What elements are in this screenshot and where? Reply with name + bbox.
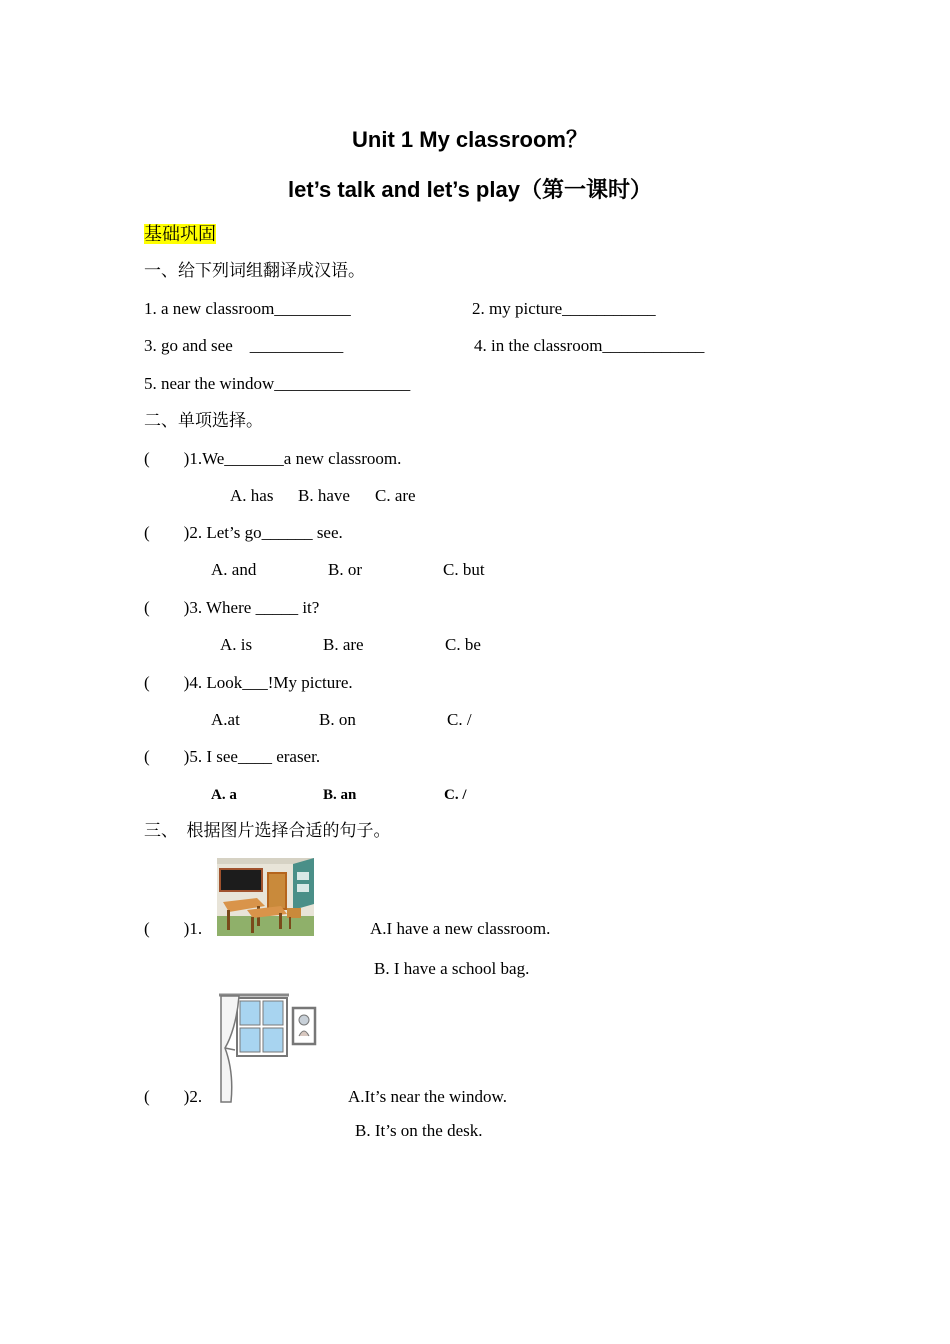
mc-q5-option-a: A. a xyxy=(211,787,237,803)
picture-question-1: ( )1. xyxy=(144,919,203,938)
mc-q1-option-a: A. has xyxy=(230,486,274,505)
mc-question-1: ( )1.We_______a new classroom. xyxy=(144,449,402,468)
translate-item-5: 5. near the window________________ xyxy=(144,374,411,393)
part2-heading: 二、单项选择。 xyxy=(144,411,263,430)
translate-item-2: 2. my picture___________ xyxy=(472,299,656,318)
mc-question-3: ( )3. Where _____ it? xyxy=(144,598,320,617)
picture-q1-option-a: A.I have a new classroom. xyxy=(370,919,551,938)
section-badge: 基础巩固 xyxy=(144,224,216,244)
page-subtitle: let’s talk and let’s play（第一课时） xyxy=(288,177,652,202)
mc-q3-option-b: B. are xyxy=(323,635,364,654)
translate-item-3: 3. go and see ___________ xyxy=(144,336,344,355)
mc-q4-option-b: B. on xyxy=(319,710,356,729)
mc-question-2: ( )2. Let’s go______ see. xyxy=(144,523,343,542)
mc-q3-option-c: C. be xyxy=(445,635,481,654)
picture-question-2: ( )2. xyxy=(144,1087,203,1106)
mc-question-4: ( )4. Look___!My picture. xyxy=(144,673,353,692)
mc-q4-option-a: A.at xyxy=(211,710,240,729)
picture-q2-option-a: A.It’s near the window. xyxy=(348,1087,507,1106)
mc-question-5: ( )5. I see____ eraser. xyxy=(144,747,321,766)
mc-q2-option-a: A. and xyxy=(211,560,257,579)
page-title: Unit 1 My classroom？ xyxy=(352,127,588,152)
picture-q2-option-b: B. It’s on the desk. xyxy=(355,1121,483,1140)
mc-q2-option-c: C. but xyxy=(443,560,485,579)
translate-item-4: 4. in the classroom____________ xyxy=(474,336,705,355)
part1-heading: 一、给下列词组翻译成汉语。 xyxy=(144,261,365,280)
mc-q2-option-b: B. or xyxy=(328,560,362,579)
classroom-illustration xyxy=(217,858,314,936)
translate-item-1: 1. a new classroom_________ xyxy=(144,299,351,318)
mc-q1-option-c: C. are xyxy=(375,486,416,505)
mc-q3-option-a: A. is xyxy=(220,635,253,654)
window-illustration xyxy=(217,990,321,1106)
part3-heading: 三、 根据图片选择合适的句子。 xyxy=(144,821,391,840)
mc-q1-option-b: B. have xyxy=(298,486,350,505)
mc-q5-option-c: C. / xyxy=(444,787,467,803)
mc-q5-option-b: B. an xyxy=(323,787,357,803)
mc-q4-option-c: C. / xyxy=(447,710,472,729)
picture-q1-option-b: B. I have a school bag. xyxy=(374,959,530,978)
